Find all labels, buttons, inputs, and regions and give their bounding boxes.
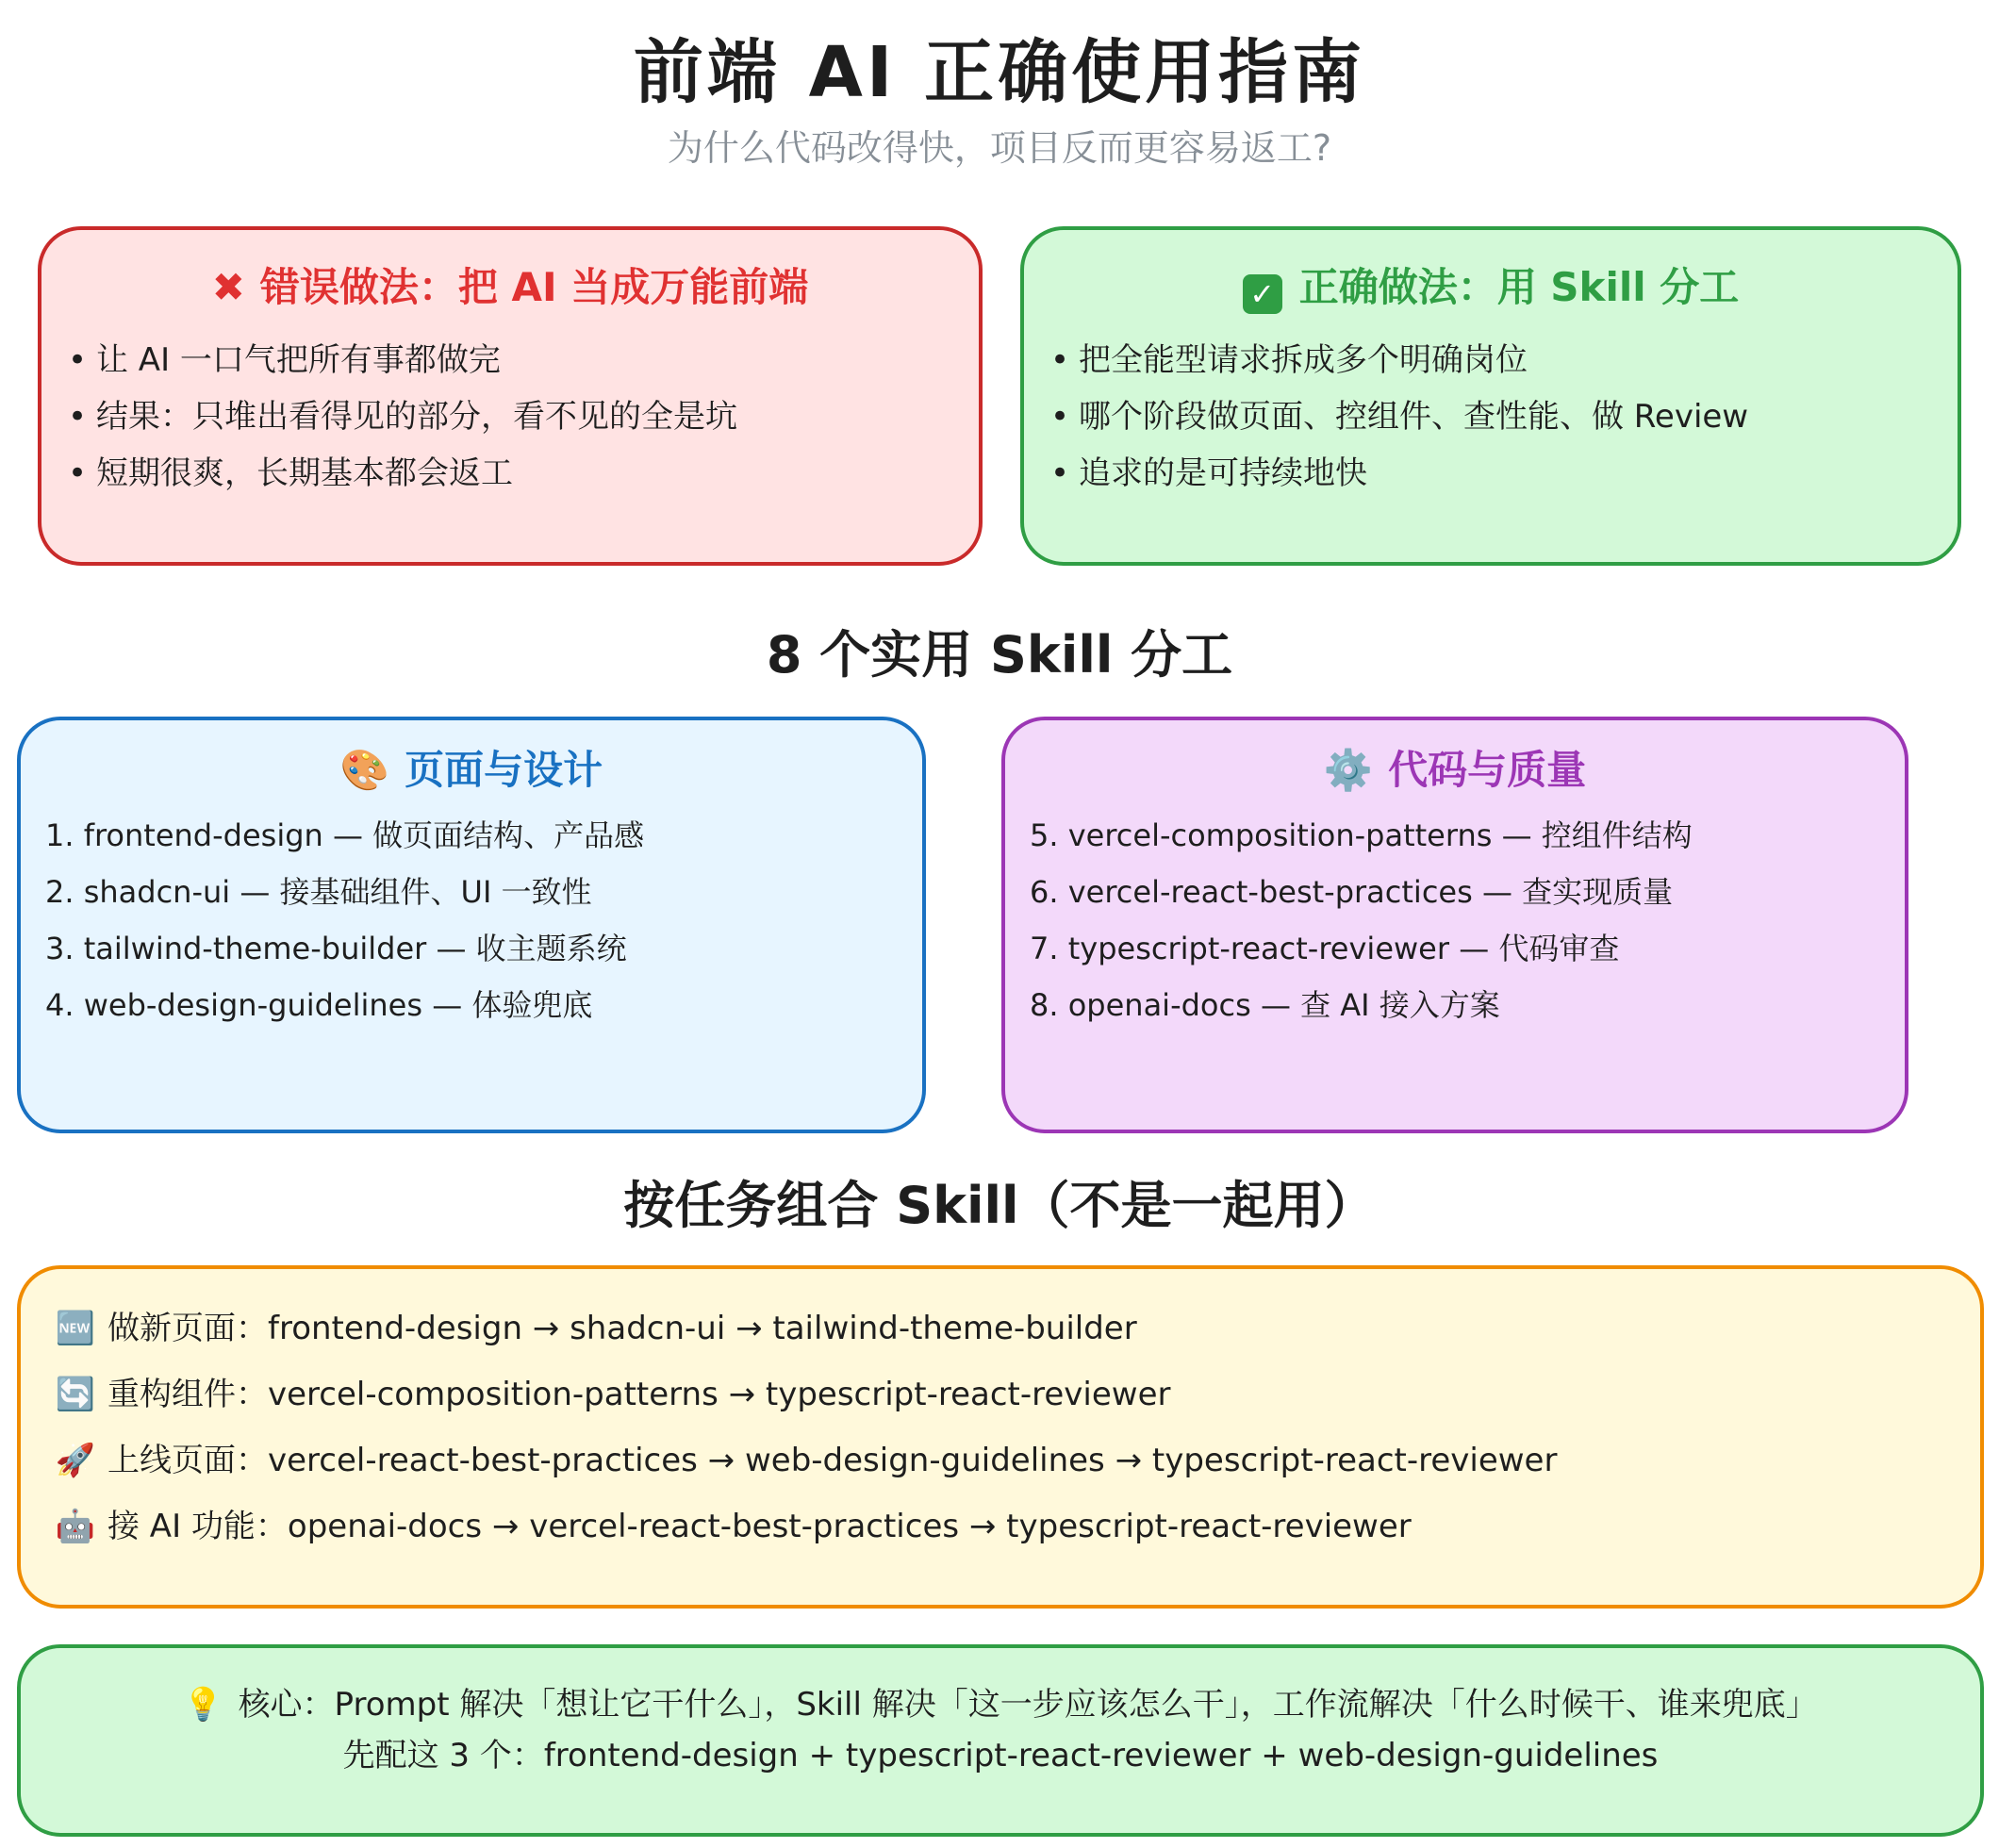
right-approach-list (1050, 332, 1748, 502)
rocket-icon: 🚀 (55, 1442, 96, 1479)
right-approach-heading (1024, 256, 1958, 314)
list-item: 1. frontend-design — 做页面结构、产品感 (45, 817, 645, 853)
palette-icon: 🎨 (339, 747, 390, 793)
combo-section-title: 按任务组合 Skill（不是一起用） (623, 1176, 1376, 1235)
list-item: 4. web-design-guidelines — 体验兜底 (45, 987, 593, 1023)
code-skills-title: 代码与质量 (1388, 747, 1587, 793)
cross-mark-icon: ✖ (211, 264, 245, 310)
combo-text: 重构组件：vercel-composition-patterns → typescript-react-reviewer (107, 1376, 1171, 1413)
combo-text: 上线页面：vercel-react-best-practices → web-design-guidelines → typescript-react-reviewer (107, 1442, 1558, 1479)
list-item: • 短期很爽，长期基本都会返工 (68, 445, 737, 502)
code-skills-list (1030, 807, 1693, 1033)
page-subtitle: 为什么代码改得快，项目反而更容易返工? (667, 127, 1332, 169)
list-item: • 让 AI 一口气把所有事都做完 (68, 332, 737, 388)
list-item: • 把全能型请求拆成多个明确岗位 (1050, 332, 1748, 388)
design-skills-heading (21, 739, 922, 796)
design-skills-card (17, 717, 926, 1133)
lightbulb-icon: 💡 (183, 1686, 223, 1724)
refresh-icon: 🔄 (55, 1376, 96, 1413)
combo-text: 做新页面：frontend-design → shadcn-ui → tailwind-theme-builder (107, 1310, 1137, 1347)
code-skills-heading (1005, 739, 1905, 796)
core-line-1 (21, 1678, 1980, 1724)
right-approach-card (1020, 226, 1961, 566)
check-mark-icon: ✓ (1243, 274, 1282, 314)
list-item: 7. typescript-react-reviewer — 代码审查 (1030, 931, 1620, 966)
task-combos-card (17, 1265, 1984, 1609)
task-combos-list (51, 1295, 1557, 1559)
list-item: 8. openai-docs — 查 AI 接入方案 (1030, 987, 1500, 1023)
robot-icon: 🤖 (55, 1508, 96, 1545)
core-text-1: 核心：Prompt 解决「想让它干什么」，Skill 解决「这一步应该怎么干」，工作流解决「什么时候干、谁来兜底」 (238, 1686, 1818, 1724)
list-item (51, 1493, 1557, 1559)
combo-text: 接 AI 功能：openai-docs → vercel-react-best-practices → typescript-react-reviewer (107, 1508, 1412, 1545)
list-item: • 追求的是可持续地快 (1050, 445, 1748, 502)
code-skills-card (1001, 717, 1908, 1133)
list-item: 6. vercel-react-best-practices — 查实现质量 (1030, 874, 1674, 910)
design-skills-title: 页面与设计 (405, 747, 603, 793)
design-skills-list (45, 807, 644, 1033)
wrong-approach-list (68, 332, 737, 502)
list-item: 2. shadcn-ui — 接基础组件、UI 一致性 (45, 874, 592, 910)
list-item (51, 1295, 1557, 1361)
list-item: 5. vercel-composition-patterns — 控组件结构 (1030, 817, 1693, 853)
right-approach-title: 正确做法：用 Skill 分工 (1298, 264, 1740, 310)
core-line-2: 先配这 3 个：frontend-design + typescript-react-reviewer + web-design-guidelines (342, 1737, 1659, 1774)
list-item (51, 1361, 1557, 1427)
core-summary-card (17, 1644, 1984, 1837)
page-title: 前端 AI 正确使用指南 (633, 32, 1366, 113)
wrong-approach-card (38, 226, 983, 566)
list-item (51, 1427, 1557, 1493)
gear-icon: ⚙️ (1323, 747, 1374, 793)
list-item: • 结果：只堆出看得见的部分，看不见的全是坑 (68, 388, 737, 445)
wrong-approach-heading (41, 256, 979, 313)
list-item: • 哪个阶段做页面、控组件、查性能、做 Review (1050, 388, 1748, 445)
skills-section-title: 8 个实用 Skill 分工 (766, 625, 1233, 685)
wrong-approach-title: 错误做法：把 AI 当成万能前端 (259, 264, 809, 310)
new-icon: 🆕 (55, 1310, 96, 1347)
list-item: 3. tailwind-theme-builder — 收主题系统 (45, 931, 627, 966)
